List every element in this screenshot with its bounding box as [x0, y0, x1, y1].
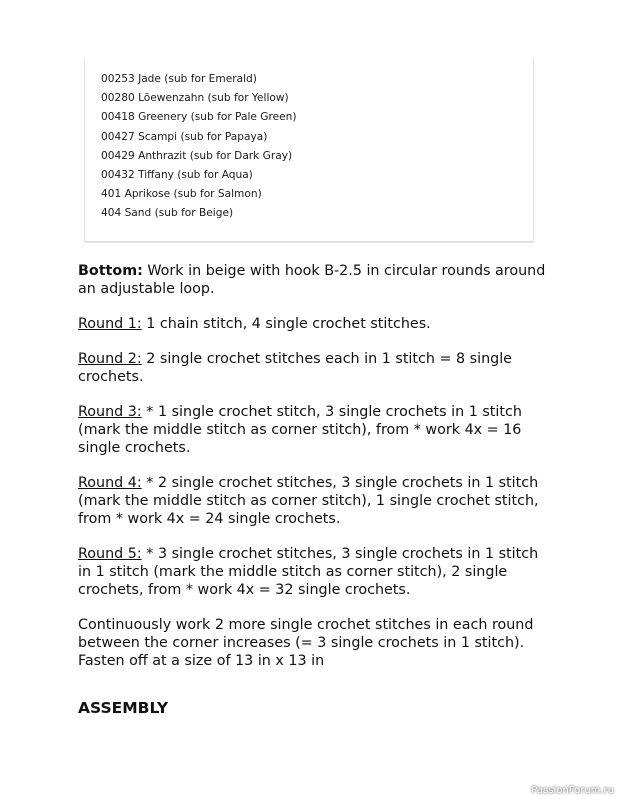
- round-label: Round 1:: [78, 316, 142, 332]
- yarn-item: 00429 Anthrazit (sub for Dark Gray): [101, 149, 293, 162]
- round-3-paragraph: [78, 403, 548, 457]
- bottom-label: Bottom:: [78, 263, 143, 279]
- yarn-item: 00418 Greenery (sub for Pale Green): [101, 111, 297, 124]
- yarn-item: 00432 Tiffany (sub for Aqua): [101, 169, 253, 182]
- round-text: * 2 single crochet stitches, 3 single crochets in 1 stitch (mark the middle stitch as corner stitch), 1 single crochet stitch, from * work 4x = 24 single crochets.: [78, 475, 539, 527]
- instructions: [78, 262, 548, 718]
- bottom-text: Work in beige with hook B-2.5 in circular rounds around an adjustable loop.: [78, 263, 546, 297]
- round-text: * 3 single crochet stitches, 3 single crochets in 1 stitch in 1 stitch (mark the middle stitch as corner stitch), 2 single crochets, from * work 4x = 32 single crochets.: [78, 546, 539, 598]
- yarn-substitution-box: [84, 60, 534, 243]
- assembly-heading: ASSEMBLY: [78, 699, 169, 717]
- continuation-paragraph: Continuously work 2 more single crochet stitches in each round between the corner increases (= 3 single crochets in 1 stitch). Fasten off at a size of 13 in x 13 in: [78, 617, 534, 669]
- round-text: 2 single crochet stitches each in 1 stitch = 8 single crochets.: [78, 351, 512, 385]
- yarn-item: 00253 Jade (sub for Emerald): [101, 73, 257, 85]
- round-2-paragraph: [78, 350, 548, 386]
- yarn-item: 00280 Lõewenzahn (sub for Yellow): [101, 92, 289, 105]
- round-text: * 1 single crochet stitch, 3 single crochets in 1 stitch (mark the middle stitch as corner stitch), from * work 4x = 16 single crochets.: [78, 404, 522, 456]
- round-4-paragraph: [78, 474, 548, 528]
- bottom-paragraph: [78, 262, 548, 298]
- round-text: 1 chain stitch, 4 single crochet stitches.: [141, 316, 431, 332]
- round-label: Round 4:: [78, 475, 142, 491]
- yarn-item: 404 Sand (sub for Beige): [101, 207, 234, 220]
- site-watermark: PassionForum.ru: [531, 785, 614, 796]
- round-1-paragraph: [78, 315, 548, 333]
- yarn-item: 00427 Scampi (sub for Papaya): [101, 130, 268, 143]
- yarn-list: [101, 70, 297, 224]
- round-label: Round 2:: [78, 351, 142, 367]
- round-label: Round 3:: [78, 404, 142, 420]
- round-5-paragraph: [78, 545, 548, 599]
- yarn-item: 401 Aprikose (sub for Salmon): [101, 188, 262, 201]
- round-label: Round 5:: [78, 546, 142, 562]
